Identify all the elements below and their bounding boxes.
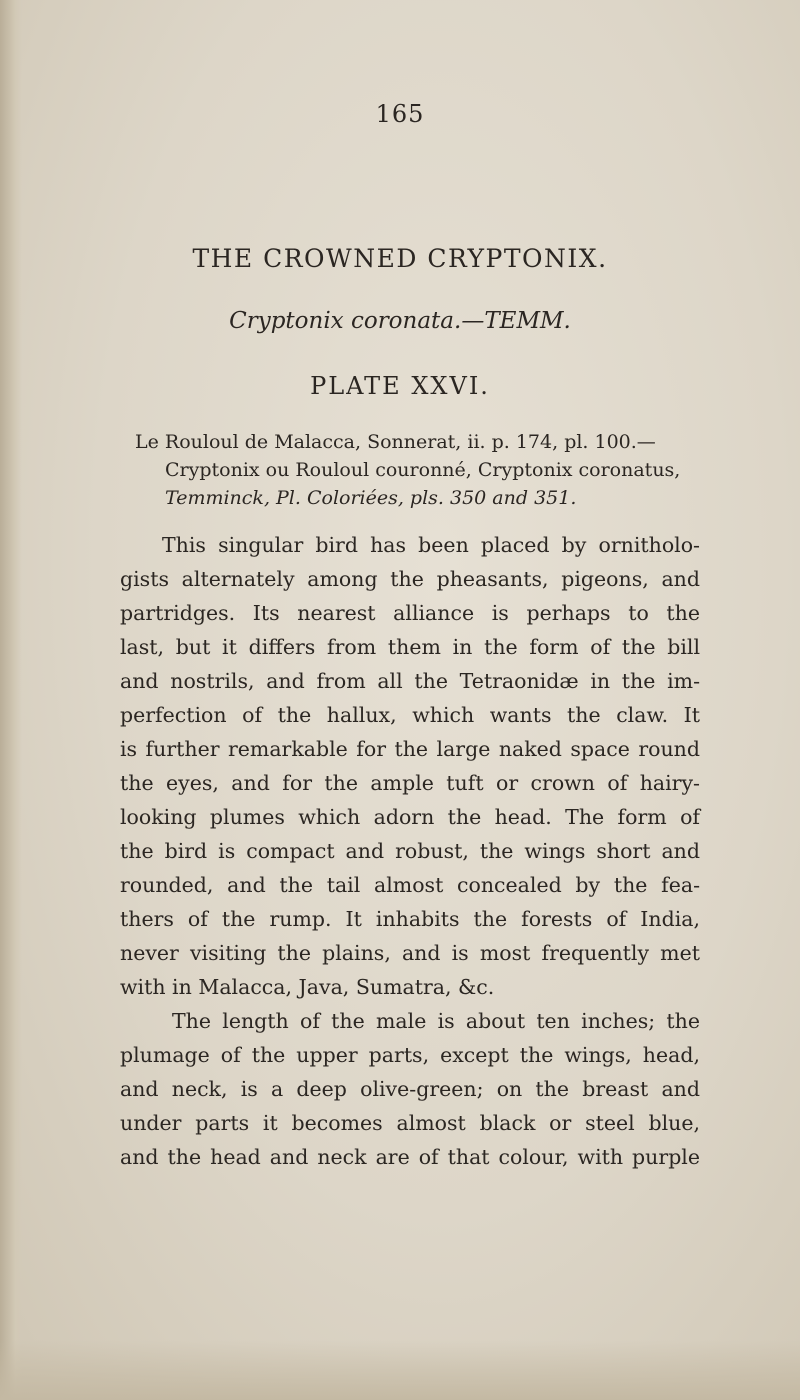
page-edge-shadow [0, 0, 22, 1400]
text-line: the bird is compact and robust, the wings short and [120, 839, 700, 863]
synonymy-line: Temminck, Pl. Coloriées, pls. 350 and 351. [165, 487, 577, 509]
text-line: partridges. Its nearest alliance is perhaps to the [120, 601, 700, 625]
page-bottom-shadow [0, 1340, 800, 1400]
scientific-name: Cryptonix coronata.—TEMM. [229, 308, 571, 334]
text-line: and the head and neck are of that colour, with purple [120, 1145, 700, 1169]
text-line: under parts it becomes almost black or steel blue, [120, 1111, 700, 1135]
plate-label: PLATE XXVI. [310, 372, 490, 400]
text-line: and nostrils, and from all the Tetraonidæ in the im- [120, 669, 700, 693]
text-line: is further remarkable for the large naked space round [120, 737, 700, 761]
text-line: The length of the male is about ten inches; the [172, 1009, 700, 1033]
text-line: the eyes, and for the ample tuft or crown of hairy- [120, 771, 700, 795]
text-line: thers of the rump. It inhabits the forests of India, [120, 907, 700, 931]
text-line: gists alternately among the pheasants, pigeons, and [120, 567, 700, 591]
text-line: with in Malacca, Java, Sumatra, &c. [120, 975, 495, 999]
text-line: and neck, is a deep olive-green; on the breast and [120, 1077, 700, 1101]
text-line: plumage of the upper parts, except the wings, head, [120, 1043, 700, 1067]
body-text [120, 528, 700, 1174]
synonymy-block [135, 428, 695, 512]
chapter-title: THE CROWNED CRYPTONIX. [192, 244, 608, 273]
synonymy-line: Cryptonix ou Rouloul couronné, Cryptonix coronatus, [165, 459, 681, 481]
page-number: 165 [375, 100, 425, 128]
text-line: perfection of the hallux, which wants the claw. It [120, 703, 700, 727]
text-line: never visiting the plains, and is most frequently met [120, 941, 700, 965]
text-line: looking plumes which adorn the head. The form of [120, 805, 700, 829]
synonymy-line: Le Rouloul de Malacca, Sonnerat, ii. p. 174, pl. 100.— [135, 431, 656, 453]
text-line: rounded, and the tail almost concealed by the fea- [120, 873, 700, 897]
text-line: This singular bird has been placed by ornitholo- [162, 533, 700, 557]
text-line: last, but it differs from them in the form of the bill [120, 635, 700, 659]
